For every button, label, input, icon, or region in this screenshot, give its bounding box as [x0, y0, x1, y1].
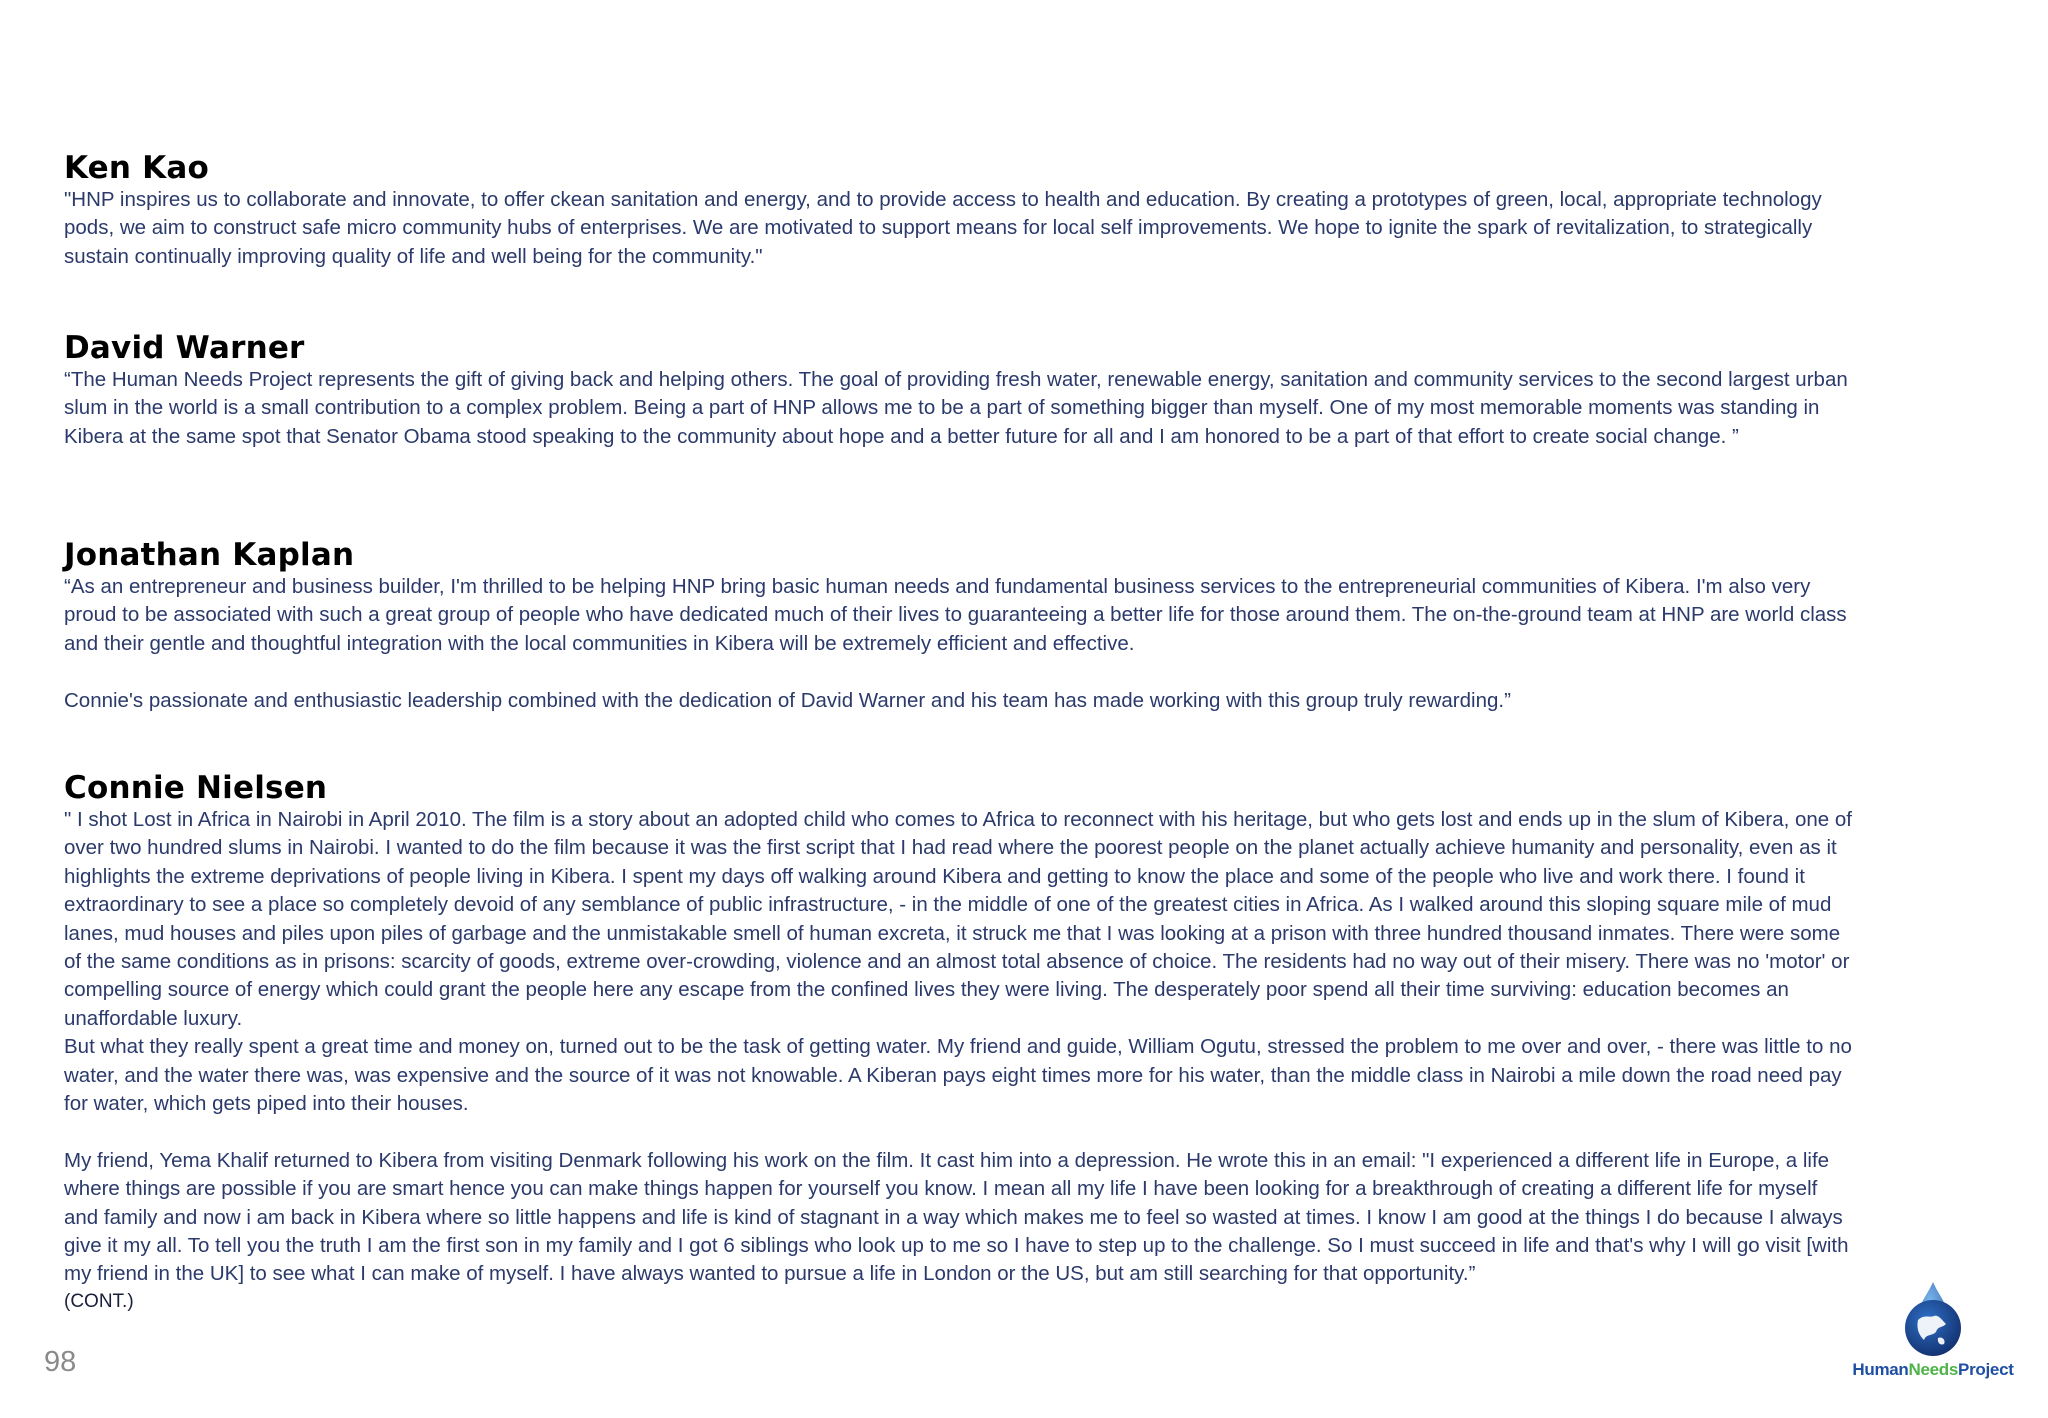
testimonial-name: Jonathan Kaplan: [64, 537, 355, 573]
testimonial-name: David Warner: [64, 330, 305, 366]
testimonial-david-warner: [64, 330, 1854, 451]
testimonial-jonathan-kaplan: [64, 537, 1854, 715]
testimonial-name: Ken Kao: [64, 150, 210, 186]
page-number: 98: [44, 1346, 77, 1378]
logo-wordmark: HumanNeedsProject: [1852, 1360, 2014, 1379]
testimonial-connie-nielsen: [64, 770, 1854, 1315]
continued-label: (CONT.): [64, 1290, 134, 1312]
testimonial-quote: But what they really spent a great time and money on, turned out to be the task of getting water. My friend and guide, William Ogutu, stressed the problem to me over and over, - there was little to no water, and the water there was, was expensive and the source of it was not knowable. A Kiberan pays eight times more for his water, than the middle class in Nairobi a mile down the road need pay for water, which gets piped into their houses.: [64, 1035, 1852, 1116]
testimonial-name: Connie Nielsen: [64, 770, 328, 806]
human-needs-project-logo: [1838, 1280, 2028, 1390]
water-drop-globe-icon: [1838, 1280, 2028, 1362]
testimonial-ken-kao: [64, 150, 1854, 271]
testimonial-quote: Connie's passionate and enthusiastic leadership combined with the dedication of David Warner and his team has made working with this group truly rewarding.”: [64, 688, 1511, 712]
testimonial-quote: " I shot Lost in Africa in Nairobi in April 2010. The film is a story about an adopted child who comes to Africa to reconnect with his heritage, but who gets lost and ends up in the slum of Kibera, one of over two hundred slums in Nairobi. I wanted to do the film because it was the first script that I had read where the poorest people on the planet actually achieve humanity and personality, even as it highlights the extreme deprivations of people living in Kibera. I spent my days off walking around Kibera and getting to know the place and some of the people who live and work there. I found it extraordinary to see a place so completely devoid of any semblance of public infrastructure, - in the middle of one of the greatest cities in Africa. As I walked around this sloping square mile of mud lanes, mud houses and piles upon piles of garbage and the unmistakable smell of human excreta, it struck me that I was looking at a prison with three hundred thousand inmates. There were some of the same conditions as in prisons: scarcity of goods, extreme over-crowding, violence and an almost total absence of choice. The residents had no way out of their misery. There was no 'motor' or compelling source of energy which could grant the people here any escape from the confined lives they were living. The desperately poor spend all their time surviving: education becomes an unaffordable luxury.: [64, 808, 1852, 1030]
testimonial-quote: "HNP inspires us to collaborate and innovate, to offer ckean sanitation and energy, and to provide access to health and education. By creating a prototypes of green, local, appropriate technology pods, we aim to construct safe micro community hubs of enterprises. We are motivated to support means for local self improvements. We hope to ignite the spark of revitalization, to strategically sustain continually improving quality of life and well being for the community.": [64, 188, 1822, 268]
testimonial-quote: My friend, Yema Khalif returned to Kibera from visiting Denmark following his work on the film. It cast him into a depression. He wrote this in an email: "I experienced a different life in Europe, a life where things are possible if you are smart hence you can make things happen for yourself you know. I mean all my life I have been looking for a breakthrough of creating a different life for myself and family and now i am back in Kibera where so little happens and life is kind of stagnant in a way which makes me to feel so wasted at times. I know I am good at the things I do because I always give it my all. To tell you the truth I am the first son in my family and I got 6 siblings who look up to me so I have to step up to the challenge. So I must succeed in life and that's why I will go visit [with my friend in the UK] to see what I can make of myself. I have always wanted to pursue a life in London or the US, but am still searching for that opportunity.”: [64, 1148, 1849, 1286]
testimonial-quote: “The Human Needs Project represents the gift of giving back and helping others. The goal of providing fresh water, renewable energy, sanitation and community services to the second largest urban slum in the world is a small contribution to a complex problem. Being a part of HNP allows me to be a part of something bigger than myself. One of my most memorable moments was standing in Kibera at the same spot that Senator Obama stood speaking to the community about hope and a better future for all and I am honored to be a part of that effort to create social change. ”: [64, 368, 1848, 448]
testimonial-quote: “As an entrepreneur and business builder, I'm thrilled to be helping HNP bring basic human needs and fundamental business services to the entrepreneurial communities of Kibera. I'm also very proud to be associated with such a great group of people who have dedicated much of their lives to guaranteeing a better life for those around them. The on-the-ground team at HNP are world class and their gentle and thoughtful integration with the local communities in Kibera will be extremely efficient and effective.: [64, 575, 1847, 655]
